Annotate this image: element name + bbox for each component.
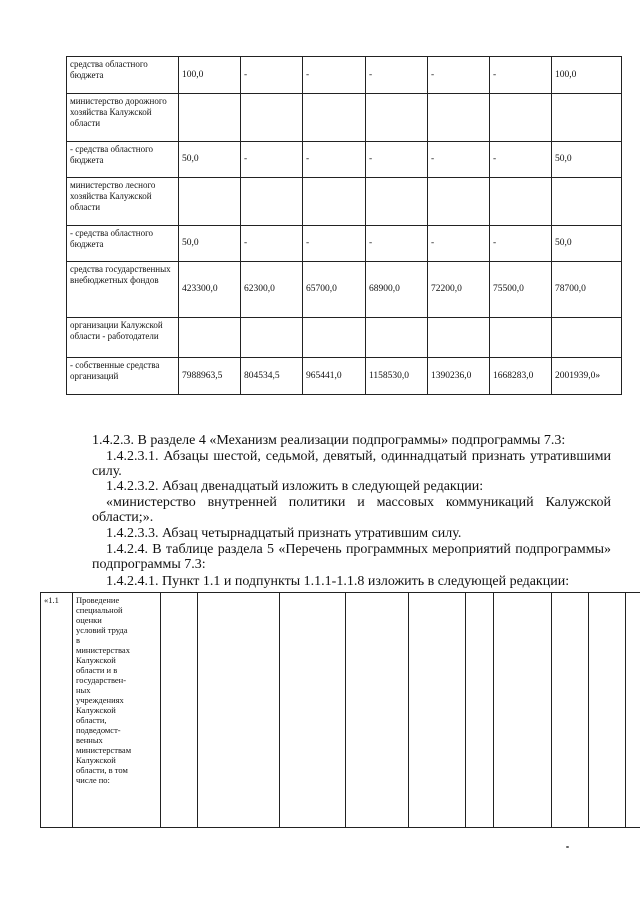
paragraph-1-4-2-3-1: 1.4.2.3.1. Абзацы шестой, седьмой, девятый, одиннадцатый признать утратившими <box>106 449 611 464</box>
row-label: - средства областного бюджета <box>67 226 179 262</box>
value-cell: 65700,0 <box>303 262 366 318</box>
table-row <box>67 226 622 262</box>
paragraph-1-4-2-4-1: 1.4.2.4.1. Пункт 1.1 и подпункты 1.1.1-1.1.8 изложить в следующей редакции: <box>106 574 570 589</box>
value-cell: 7988963,5 <box>179 358 241 395</box>
value-cell: 78700,0 <box>552 262 622 318</box>
measure-text <box>73 593 161 828</box>
measure-text-line: ных <box>76 685 91 695</box>
value-cell: - <box>428 142 490 178</box>
table-row <box>67 262 622 318</box>
measure-text-line: государствен- <box>76 675 127 685</box>
value-cell: - <box>428 57 490 94</box>
measure-text-line: венных <box>76 735 103 745</box>
value-cell: 100,0 <box>179 57 241 94</box>
value-cell <box>490 318 552 358</box>
measure-number: «1.1 <box>41 593 73 828</box>
value-cell <box>241 178 303 226</box>
measure-text-line: области, <box>76 715 107 725</box>
value-cell <box>241 94 303 142</box>
measure-text-line: условий труда <box>76 625 128 635</box>
measure-text-line: специальной <box>76 605 123 615</box>
scan-speck <box>566 846 569 848</box>
value-cell: 72200,0 <box>428 262 490 318</box>
value-cell: - <box>303 142 366 178</box>
measures-table <box>40 592 640 828</box>
value-cell: - <box>366 57 428 94</box>
measure-text-line: области, в том <box>76 765 128 775</box>
paragraph-1-4-2-3-2: 1.4.2.3.2. Абзац двенадцатый изложить в следующей редакции: <box>106 479 484 494</box>
value-cell <box>490 178 552 226</box>
measure-text-line: министерствам <box>76 745 132 755</box>
value-cell: 423300,0 <box>179 262 241 318</box>
value-cell <box>241 318 303 358</box>
measure-text-line: Калужской <box>76 755 116 765</box>
measure-text-line: Проведение <box>76 595 120 605</box>
value-cell: 62300,0 <box>241 262 303 318</box>
value-cell: - <box>490 142 552 178</box>
value-cell: - <box>241 142 303 178</box>
paragraph-1-4-2-3-3: 1.4.2.3.3. Абзац четырнадцатый признать утратившим силу. <box>106 526 462 541</box>
row-label: средства областного бюджета <box>67 57 179 94</box>
value-cell <box>552 178 622 226</box>
value-cell <box>303 318 366 358</box>
paragraph-1-4-2-3-1-cont: силу. <box>92 464 122 479</box>
value-cell <box>366 178 428 226</box>
row-label: министерство лесного хозяйства Калужской области <box>67 178 179 226</box>
value-cell: 50,0 <box>552 226 622 262</box>
measure-text-line: области и в <box>76 665 118 675</box>
row-label: - собственные средства организаций <box>67 358 179 395</box>
measure-text-line: в <box>76 635 81 645</box>
value-cell: 965441,0 <box>303 358 366 395</box>
measure-text-line: Калужской <box>76 705 116 715</box>
value-cell: - <box>241 57 303 94</box>
value-cell: 68900,0 <box>366 262 428 318</box>
table-row <box>67 318 622 358</box>
value-cell: 1158530,0 <box>366 358 428 395</box>
row-label: министерство дорожного хозяйства Калужской области <box>67 94 179 142</box>
value-cell <box>179 94 241 142</box>
table-row <box>67 178 622 226</box>
value-cell: - <box>366 226 428 262</box>
value-cell: 50,0 <box>552 142 622 178</box>
value-cell: 804534,5 <box>241 358 303 395</box>
table-row <box>67 142 622 178</box>
value-cell: - <box>428 226 490 262</box>
value-cell <box>428 178 490 226</box>
value-cell: 50,0 <box>179 142 241 178</box>
value-cell: 100,0 <box>552 57 622 94</box>
value-cell <box>552 94 622 142</box>
paragraph-1-4-2-4: 1.4.2.4. В таблице раздела 5 «Перечень программных мероприятий подпрограммы» <box>106 542 611 557</box>
value-cell <box>490 94 552 142</box>
value-cell <box>428 94 490 142</box>
value-cell: 50,0 <box>179 226 241 262</box>
measure-text-line: оценки <box>76 615 102 625</box>
measure-text-line: Калужской <box>76 655 116 665</box>
value-cell <box>428 318 490 358</box>
value-cell <box>366 318 428 358</box>
value-cell: 1668283,0 <box>490 358 552 395</box>
measure-text-line: учреждениях <box>76 695 124 705</box>
funding-table <box>66 56 622 395</box>
table-row <box>67 94 622 142</box>
value-cell: - <box>490 226 552 262</box>
value-cell: 75500,0 <box>490 262 552 318</box>
measure-text-line: подведомст- <box>76 725 121 735</box>
measure-text-line: числе по: <box>76 775 110 785</box>
paragraph-1-4-2-3: 1.4.2.3. В разделе 4 «Механизм реализации подпрограммы» подпрограммы 7.3: <box>92 433 566 448</box>
table-row <box>41 593 640 828</box>
table-row <box>67 57 622 94</box>
table-row <box>67 358 622 395</box>
value-cell: 1390236,0 <box>428 358 490 395</box>
value-cell <box>303 94 366 142</box>
value-cell <box>179 178 241 226</box>
value-cell: - <box>366 142 428 178</box>
value-cell <box>366 94 428 142</box>
quoted-text: «министерство внутренней политики и массовых коммуникаций Калужской <box>106 495 611 510</box>
value-cell <box>179 318 241 358</box>
value-cell: - <box>303 57 366 94</box>
value-cell: - <box>241 226 303 262</box>
row-label: средства государственных внебюджетных фондов <box>67 262 179 318</box>
measure-text-line: министерствах <box>76 645 130 655</box>
value-cell <box>303 178 366 226</box>
row-label: организации Калужской области - работодатели <box>67 318 179 358</box>
value-cell <box>552 318 622 358</box>
value-cell: - <box>490 57 552 94</box>
value-cell: - <box>303 226 366 262</box>
quoted-text-cont: области;». <box>92 510 154 525</box>
paragraph-1-4-2-4-cont: подпрограммы 7.3: <box>92 557 206 572</box>
row-label: - средства областного бюджета <box>67 142 179 178</box>
value-cell: 2001939,0» <box>552 358 622 395</box>
